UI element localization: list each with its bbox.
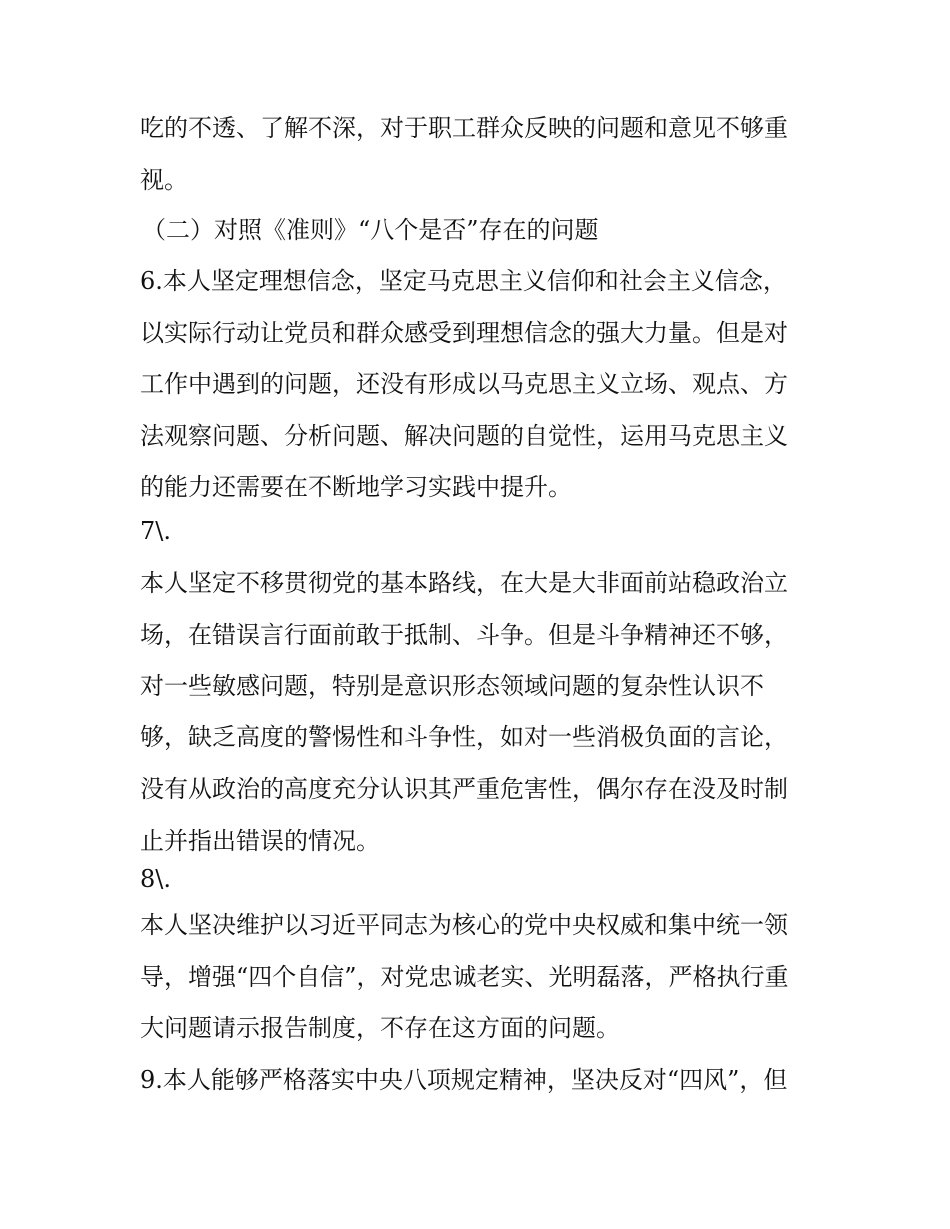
text-line-1: 吃的不透、了解不深，对于职工群众反映的问题和意见不够重 bbox=[140, 114, 788, 142]
text-line-18: 导，增强“四个自信”，对党忠诚老实、光明磊落，严格执行重 bbox=[140, 963, 789, 991]
text-line-6: 工作中遇到的问题，还没有形成以马克思主义立场、观点、方 bbox=[140, 370, 788, 398]
text-line-20: 9.本人能够严格落实中央八项规定精神，坚决反对“四风”，但 bbox=[140, 1066, 788, 1094]
item-number-7: 7\. bbox=[140, 517, 171, 545]
section-heading: （二）对照《准则》“八个是否”存在的问题 bbox=[142, 216, 599, 244]
text-line-19: 大问题请示报告制度，不存在这方面的问题。 bbox=[140, 1014, 620, 1042]
text-line-11: 场，在错误言行面前敢于抵制、斗争。但是斗争精神还不够， bbox=[140, 621, 788, 649]
text-line-4: 6.本人坚定理想信念，坚定马克思主义信仰和社会主义信念， bbox=[140, 267, 787, 295]
text-line-5: 以实际行动让党员和群众感受到理想信念的强大力量。但是对 bbox=[140, 319, 788, 347]
text-line-8: 的能力还需要在不断地学习实践中提升。 bbox=[140, 473, 572, 501]
text-line-7: 法观察问题、分析问题、解决问题的自觉性，运用马克思主义 bbox=[140, 422, 788, 450]
text-line-17: 本人坚决维护以习近平同志为核心的党中央权威和集中统一领 bbox=[140, 911, 788, 939]
item-number-8: 8\. bbox=[140, 865, 171, 893]
text-line-15: 止并指出错误的情况。 bbox=[140, 827, 380, 855]
text-line-12: 对一些敏感问题，特别是意识形态领域问题的复杂性认识不 bbox=[140, 672, 764, 700]
text-line-10: 本人坚定不移贯彻党的基本路线，在大是大非面前站稳政治立 bbox=[140, 569, 788, 597]
text-line-2: 视。 bbox=[140, 166, 188, 194]
text-line-13: 够，缺乏高度的警惕性和斗争性，如对一些消极负面的言论， bbox=[140, 723, 788, 751]
text-line-14: 没有从政治的高度充分认识其严重危害性，偶尔存在没及时制 bbox=[140, 775, 788, 803]
